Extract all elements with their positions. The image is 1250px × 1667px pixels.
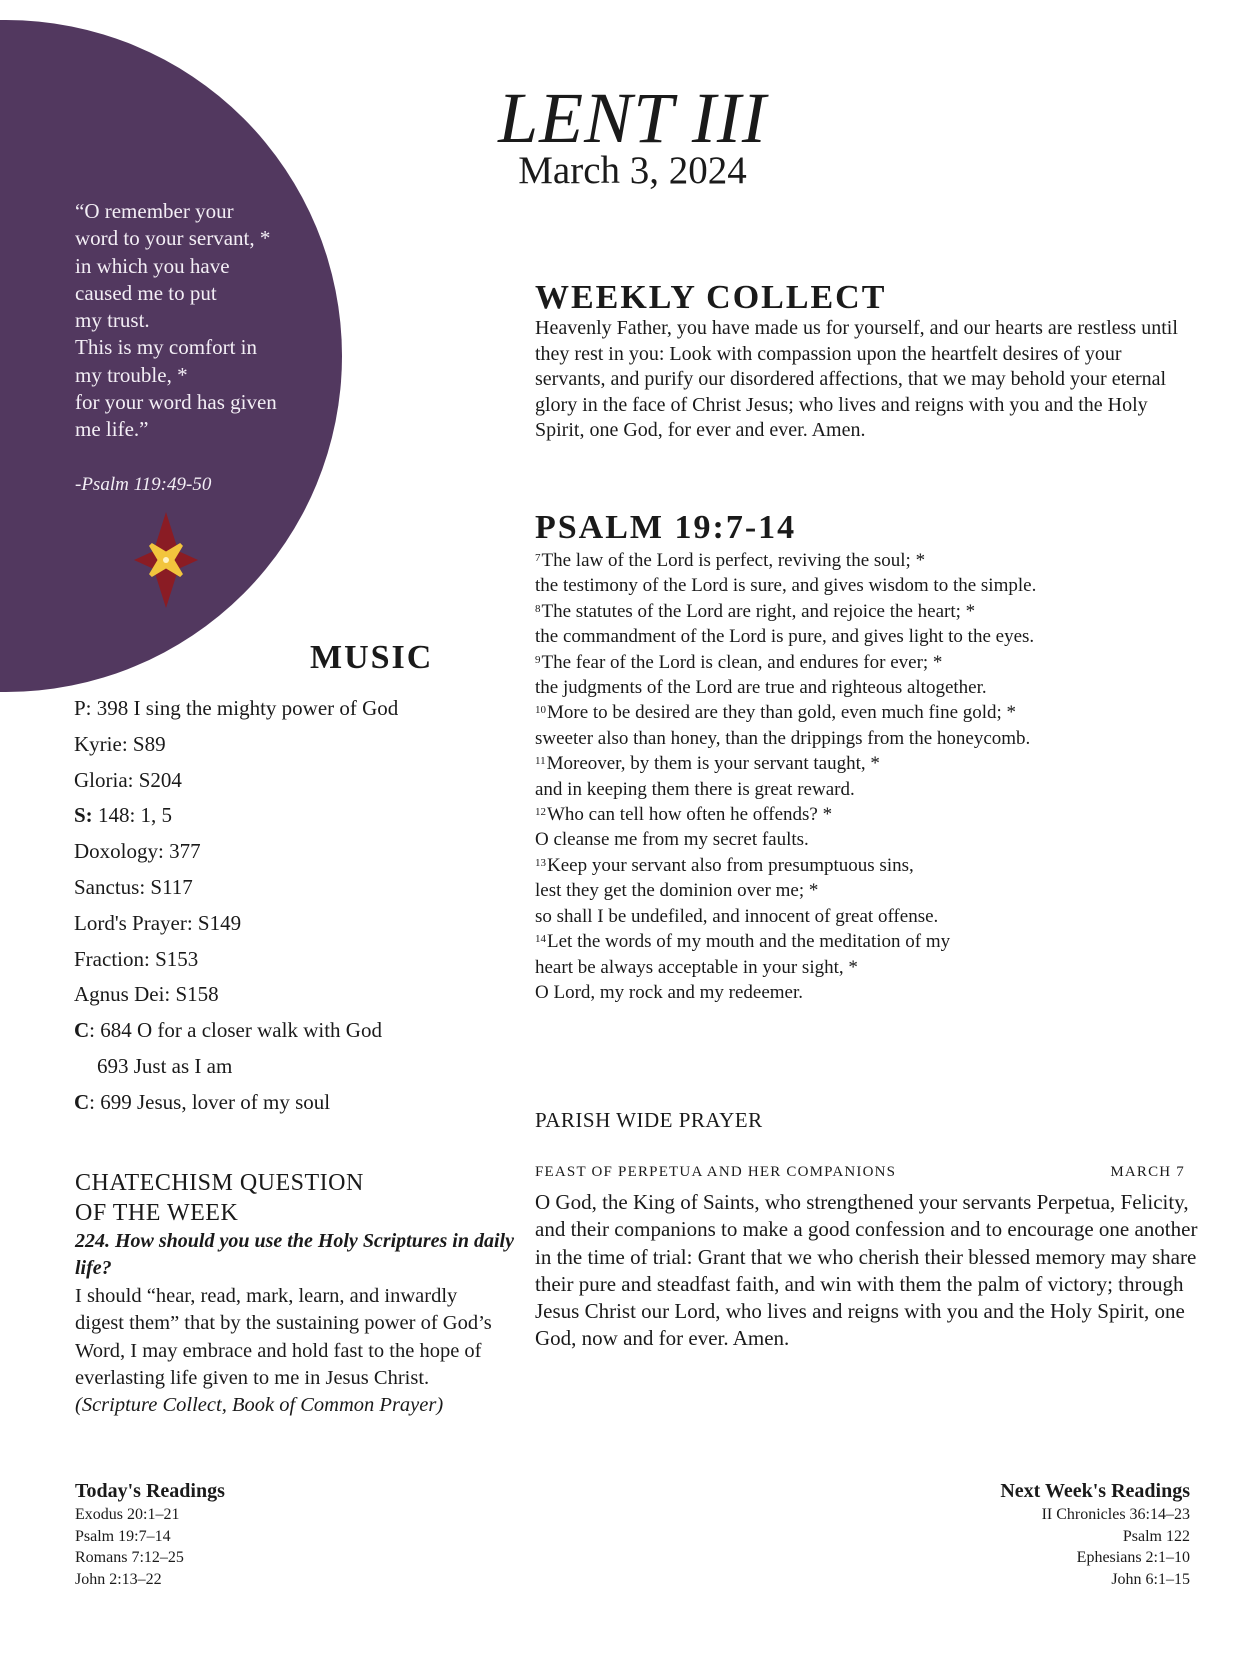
verse-number: 7 [535,552,541,564]
feast-date: MARCH 7 [1110,1164,1185,1180]
psalm-line: O cleanse me from my secret faults. [535,829,809,851]
psalm-line: $^{10}$More to be desired are they than gold, even much fine gold; * [535,702,1017,724]
quote-line: my trouble, * [75,362,188,387]
quote-line: my trust. [75,308,150,333]
reading-item: Exodus 20:1–21 [75,1506,180,1523]
psalm-line: sweeter also than honey, than the drippings from the honeycomb. [535,727,1031,749]
verse-number: 8 [535,602,541,615]
music-list [74,694,484,1124]
verse-number: 10 [535,704,546,717]
reading-item: Psalm 19:7–14 [75,1527,171,1545]
music-item: Fraction: S153 [74,946,199,971]
psalm-heading: PSALM 19:7-14 [535,509,797,546]
feast-name: FEAST OF PERPETUA AND HER COMPANIONS [535,1164,897,1180]
psalm-line: $^8$The statutes of the Lord are right, and rejoice the heart; * [535,600,976,622]
music-item: Doxology: 377 [74,839,201,864]
music-item: Gloria: S204 [74,767,182,792]
reading-item: John 6:1–15 [1111,1570,1190,1588]
music-item: P: 398 I sing the mighty power of God [74,696,399,720]
reading-item: Romans 7:12–25 [75,1549,184,1566]
psalm-line: the judgments of the Lord are true and righteous altogether. [535,677,987,699]
verse-number: 9 [535,653,541,666]
psalm-line: the testimony of the Lord is sure, and gives wisdom to the simple. [535,575,1037,597]
psalm-line: $^9$The fear of the Lord is clean, and endures for ever; * [535,651,943,673]
music-item: Lord's Prayer: S149 [74,910,242,935]
parish-prayer-heading: PARISH WIDE PRAYER [535,1108,763,1132]
music-item: Sanctus: S117 [74,874,193,899]
psalm-line: heart be always acceptable in your sight, * [535,956,858,978]
collect-text: Heavenly Father, you have made us for yourself, and our hearts are restless until they rest in you: Look with compassion upon the heartfelt desires of your servants, and purify our disordered affections, that we may behold your eternal glory in the face of Christ Jesus; who lives and reigns with you and the Holy Spirit, one God, for ever and ever. Amen. [535,317,1178,441]
quote-line: for your word has given [75,390,277,415]
psalm-quote [75,198,305,444]
reading-item: Ephesians 2:1–10 [1076,1549,1190,1566]
quote-line: This is my comfort in [75,335,257,360]
quote-line: me life.” [75,417,149,442]
reading-item: II Chronicles 36:14–23 [1041,1506,1190,1523]
psalm-line: $^{11}$Moreover, by them is your servant taught, * [535,753,880,775]
next-week-readings [1000,1478,1190,1590]
quote-line: “O remember your [75,199,234,223]
feast-row [535,1164,1185,1181]
catechism-answer: I should “hear, read, mark, learn, and inwardly digest them” that by the sustaining power of God’s Word, I may embrace and hold fast to the hope of everlasting life given to me in Jesus Christ. (Scripture Collect, Book of Common Prayer) [75,1285,492,1417]
quote-line: word to your servant, * [75,226,271,251]
verse-number: 14 [535,933,546,946]
reading-item: John 2:13–22 [75,1570,162,1588]
psalm-line: $^{14}$Let the words of my mouth and the meditation of my [535,931,951,953]
music-heading: MUSIC [310,639,434,676]
verse-number: 13 [535,856,546,869]
verse-number: 11 [535,755,546,768]
next-week-readings-heading: Next Week's Readings [1000,1480,1190,1502]
cross-ornament-icon [134,512,198,608]
todays-readings [75,1478,225,1590]
psalm-line: lest they get the dominion over me; * [535,880,819,902]
psalm-line: so shall I be undefiled, and innocent of great offense. [535,905,939,927]
psalm-line: and in keeping them there is great reward. [535,778,855,800]
psalm-line: O Lord, my rock and my redeemer. [535,981,804,1003]
catechism-heading: CHATECHISM QUESTION OF THE WEEK [75,1170,364,1226]
psalm-line: $^{12}$Who can tell how often he offends? * [535,804,833,826]
quote-citation: -Psalm 119:49-50 [75,474,212,495]
page-title: LENT III [498,78,767,158]
music-item: Agnus Dei: S158 [74,982,219,1007]
parish-prayer-text: O God, the King of Saints, who strengthened your servants Perpetua, Felicity, and their companions to make a good confession and to encourage one another in the time of trial: Grant that we who cherish their blessed memory may share their pure and steadfast faith, and win with them the palm of victory; through Jesus Christ our Lord, who lives and reigns with you and the Holy Spirit, one God, now and for ever. Amen. [535,1190,1198,1351]
verse-number: 12 [535,806,546,819]
todays-readings-heading: Today's Readings [75,1480,225,1502]
music-item: 693 Just as I am [97,1053,233,1078]
reading-item: Psalm 122 [1122,1527,1190,1545]
music-item: C: 684 O for a closer walk with God [74,1018,382,1043]
psalm-line: $^{13}$Keep your servant also from presumptuous sins, [535,854,914,876]
music-item: C: 699 Jesus, lover of my soul [74,1089,331,1114]
psalm-line: the commandment of the Lord is pure, and gives light to the eyes. [535,626,1035,648]
quote-line: caused me to put [75,280,217,305]
quote-line: in which you have [75,253,230,278]
psalm-line: $^7$The law of the Lord is perfect, reviving the soul; * [535,550,926,571]
catechism-citation: (Scripture Collect, Book of Common Prayer) [75,1394,444,1417]
catechism-question: 224. How should you use the Holy Scriptures in daily life? [75,1230,514,1279]
psalm-text [535,548,1185,1005]
music-item: S: 148: 1, 5 [74,803,173,828]
music-item: Kyrie: S89 [74,731,166,756]
service-date: March 3, 2024 [518,149,747,192]
collect-heading: WEEKLY COLLECT [535,279,887,316]
